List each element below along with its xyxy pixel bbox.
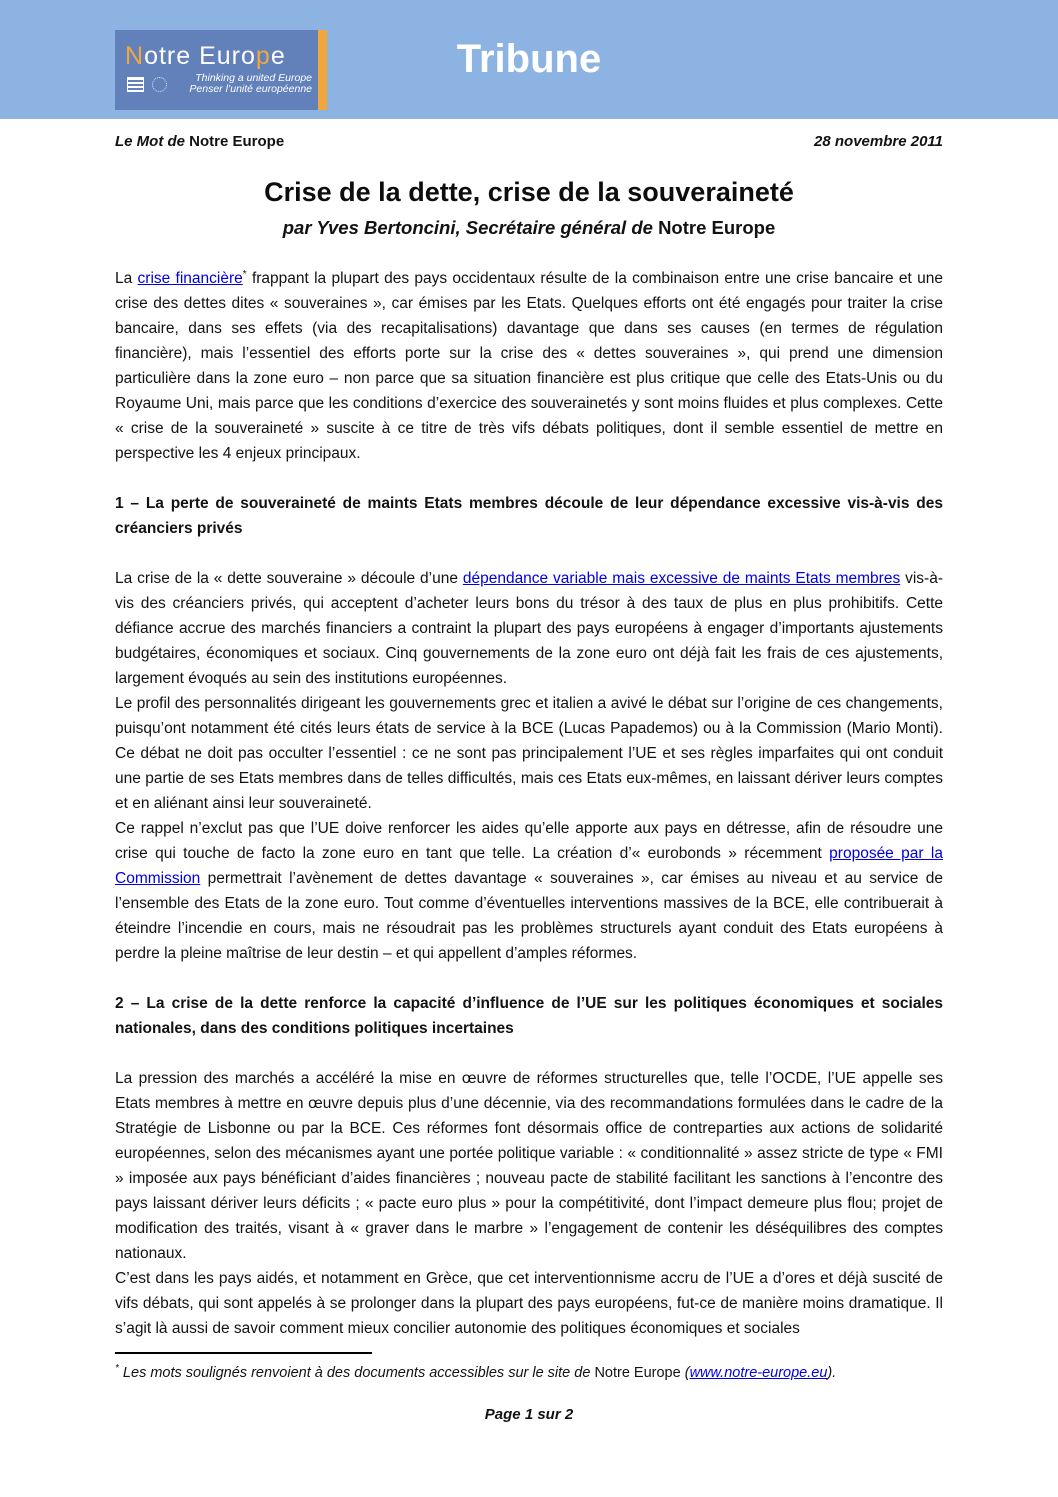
text-run: permettrait l’avènement de dettes davantage « souveraines », car émises au niveau et au service de l’ensemble des Etats de la zone euro. Tout comme d’éventuelles interventions massives de la BCE, elle contribuerait à éteindre l’incendie en cours, mais ne résoudrait pas les problèmes structurels ayant conduit des Etats européens à perdre la pleine maîtrise de leur destin – et qui appellent d’amples réformes. — [115, 870, 943, 962]
page-number: Page 1 sur 2 — [484, 1406, 574, 1423]
series-label-org: Notre Europe — [189, 133, 285, 150]
text-run: vis-à-vis des créanciers privés, qui acceptent d’acheter leurs bons du trésor à des taux de plus en plus prohibitifs. Cette défiance accrue des marchés financiers a contraint la plupart des pays européens à engager d’importants ajustements budgétaires, économiques et sociaux. Cinq gouvernements de la zone euro ont déjà fait les frais de ces ajustements, largement évoqués au sein des institutions européennes. — [115, 570, 943, 687]
tagline-fr: Penser l’unité européenne — [189, 83, 312, 96]
logo-accent-bar — [318, 30, 327, 110]
article-byline — [100, 217, 958, 239]
section-1-heading: 1 – La perte de souveraineté de maints Etats membres découle de leur dépendance excessive vis-à-vis des créanciers privés — [115, 495, 943, 537]
byline-italic: par Yves Bertoncini, Secrétaire général de — [282, 217, 659, 238]
text-run: Le profil des personnalités dirigeant les gouvernements grec et italien a avivé le débat sur l’origine de ces changements, puisqu’ont notamment été cités leurs états de service à la BCE (Lucas Papademos) ou à la Commission (Mario Monti). Ce débat ne doit pas occulter l’essentiel : ce ne sont pas principalement l’UE et ses règles imparfaites qui ont conduit une partie de ses Etats membres dans de telles difficultés, mais ces Etats eux-mêmes, en laissant dériver leurs comptes et en aliénant ainsi leur souveraineté. — [115, 695, 943, 812]
paragraph — [115, 691, 943, 816]
logo-tagline — [125, 73, 312, 96]
text-upright: Notre Europe — [594, 1365, 685, 1381]
inline-link[interactable]: www.notre-europe.eu — [689, 1365, 828, 1381]
text-run: Ce rappel n’exclut pas que l’UE doive renforcer les aides qu’elle apporte aux pays en détresse, afin de résoudre une crise qui touche de facto la zone euro en tant que telle. La création d’« eurobonds » récemment — [115, 820, 943, 862]
eu-stars-icon — [152, 77, 167, 92]
logo-content — [115, 30, 318, 110]
tagline-en: Thinking a united Europe — [195, 71, 312, 84]
footnote-marker: * — [115, 1363, 119, 1375]
byline-org: Notre Europe — [658, 217, 776, 238]
page-title: Tribune — [456, 37, 602, 81]
logo-text: otre Euro — [144, 42, 256, 71]
text-run: ( — [684, 1365, 690, 1381]
series-label — [115, 133, 284, 150]
inline-link[interactable]: proposée par la Commission — [115, 845, 943, 887]
notre-europe-logo — [115, 30, 327, 110]
text-run: La — [115, 270, 138, 287]
paragraph — [115, 816, 943, 966]
article-title: Crise de la dette, crise de la souveraineté — [264, 177, 794, 207]
series-label-italic: Le Mot de — [115, 133, 190, 150]
paragraph-intro — [115, 266, 943, 466]
footnote-separator — [115, 1352, 372, 1354]
paragraph — [115, 1266, 943, 1341]
article-body — [115, 266, 943, 1341]
footnote-marker: * — [242, 268, 247, 280]
date-label: 28 novembre 2011 — [814, 133, 943, 150]
paragraph — [115, 566, 943, 691]
logo-wordmark — [125, 43, 312, 69]
header-banner — [0, 0, 1058, 119]
footnote — [115, 1362, 943, 1384]
text-run: Les mots soulignés renvoient à des documents accessibles sur le site de — [118, 1365, 595, 1381]
text-run: La pression des marchés a accéléré la mise en œuvre de réformes structurelles que, telle l’OCDE, l’UE appelle ses Etats membres à mettre en œuvre depuis plus d’une décennie, via des recommandations formulées dans le cadre de la Stratégie de Lisbonne ou par la BCE. Ces réformes font désormais office de contreparties aux actions de solidarité européennes, selon des mécanismes ayant une portée politique variable : « conditionnalité » assez stricte de type « FMI » imposée aux pays bénéficiant d’aides financières ; nouveau pacte de stabilité facilitant les sanctions à l’encontre des pays laissant dériver leurs déficits ; « pacte euro plus » pour la compétitivité, dont l’impact demeure plus flou; projet de modification des traités, visant à « graver dans le marbre » l’engagement de contenir les déséquilibres des comptes nationaux. — [115, 1070, 943, 1262]
paragraph — [115, 1066, 943, 1266]
logo-letter-n: N — [125, 42, 145, 71]
text-run: La crise de la « dette souveraine » découle d’une — [115, 570, 463, 587]
text-run: frappant la plupart des pays occidentaux résulte de la combinaison entre une crise bancaire et une crise des dettes dites « souveraines », car émises par les Etats. Quelques efforts ont été engagés pour traiter la crise bancaire, dans ses effets (via des recapitalisations) davantage que dans ses causes (en termes de régulation financière), mais l’essentiel des efforts porte sur la crise des « dettes souveraines », qui prend une dimension particulière dans la zone euro – non parce que sa situation financière est plus critique que celle des Etats-Unis ou du Royaume Uni, mais parce que les conditions d’exercice des souverainetés y sont moins fluides et plus complexes. Cette « crise de la souveraineté » suscite à ce titre de très vifs débats politiques, dont il semble essentiel de mettre en perspective les 4 enjeux principaux. — [115, 270, 943, 462]
lines-icon — [127, 77, 144, 92]
section-2-heading: 2 – La crise de la dette renforce la capacité d’influence de l’UE sur les politiques économiques et sociales nationales, dans des conditions politiques incertaines — [115, 995, 943, 1037]
logo-tagline-text — [167, 73, 312, 96]
text-run: C’est dans les pays aidés, et notamment en Grèce, que cet interventionnisme accru de l’UE a d’ores et déjà suscité de vifs débats, qui sont appelés à se prolonger dans la plupart des pays européens, fut-ce de manière moins dramatique. Il s’agit là aussi de savoir comment mieux concilier autonomie des politiques économiques et sociales — [115, 1270, 943, 1337]
document-footer — [115, 1352, 943, 1423]
logo-text: e — [270, 42, 286, 71]
logo-letter-p: p — [255, 42, 271, 71]
inline-link[interactable]: dépendance variable mais excessive de maints Etats membres — [462, 570, 901, 587]
inline-link[interactable]: crise financière — [137, 270, 243, 287]
text-run: ). — [827, 1365, 837, 1381]
meta-row — [115, 133, 943, 150]
